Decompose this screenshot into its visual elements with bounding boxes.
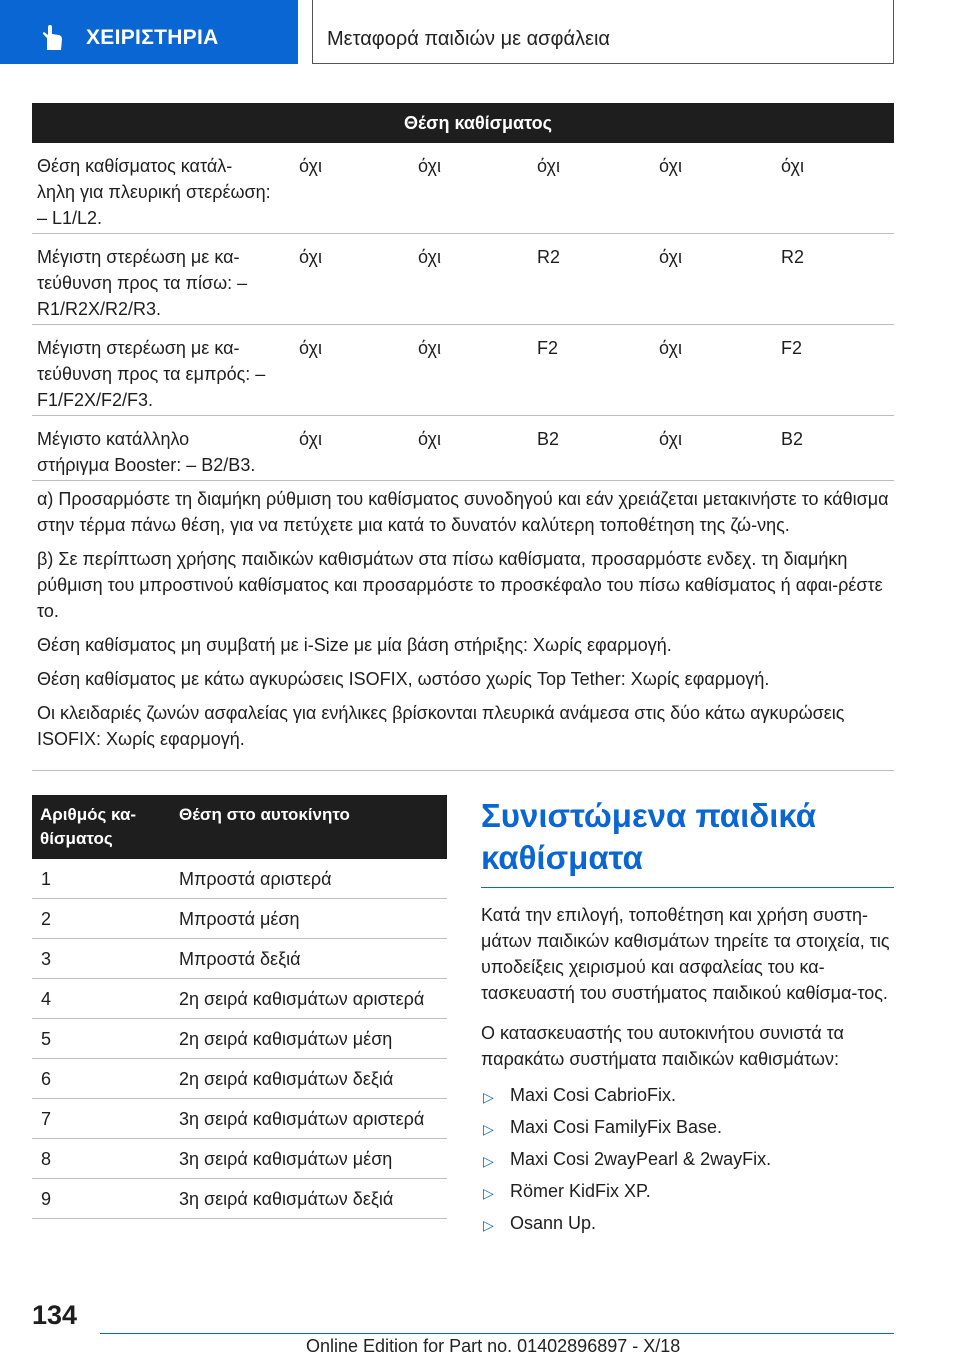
divider <box>32 770 894 771</box>
recommended-item-text: Römer KidFix XP. <box>510 1181 651 1201</box>
seat-position-row <box>32 899 447 939</box>
page-number: 134 <box>32 1300 78 1330</box>
seat-position: 2η σειρά καθισμάτων δεξιά <box>179 1069 394 1089</box>
seat-compat-note: Οι κλειδαριές ζωνών ασφαλείας για ενήλικες βρίσκονται πλευρικά ανάμεσα στις δύο κάτω αγκυρώσεις ISOFIX: Χωρίς εφαρμογή. <box>37 703 845 749</box>
seat-position: Μπροστά αριστερά <box>179 869 332 889</box>
seat-compat-cell: B2 <box>537 429 560 449</box>
seat-compat-cell: όχι <box>659 247 682 267</box>
recommended-title: Συνιστώμενα παιδικά καθίσματα <box>481 797 817 876</box>
edition-text: Online Edition for Part no. 01402896897 - X/18 <box>306 1336 681 1356</box>
seat-compat-cell: όχι <box>659 338 682 358</box>
seat-number: 2 <box>41 909 52 929</box>
seat-compat-table-header <box>32 103 894 143</box>
seat-compat-cell: F2 <box>537 338 559 358</box>
seat-position: 3η σειρά καθισμάτων αριστερά <box>179 1109 425 1129</box>
seat-position-table-body <box>32 859 447 1219</box>
seat-compat-header-label: Θέση καθίσματος <box>404 112 552 133</box>
seat-compat-row <box>32 416 894 481</box>
seat-compat-cell: όχι <box>659 156 682 176</box>
seat-compat-table <box>32 103 894 481</box>
seat-position-row <box>32 1099 447 1139</box>
seat-compat-cell: όχι <box>299 429 322 449</box>
seat-number: 4 <box>41 989 52 1009</box>
recommended-item <box>481 1210 894 1236</box>
seat-position-row <box>32 859 447 899</box>
seat-compat-note: Θέση καθίσματος με κάτω αγκυρώσεις ISOFIX, ωστόσο χωρίς Top Tether: Χωρίς εφαρμογή. <box>37 669 770 689</box>
seat-compat-cell: R2 <box>781 247 805 267</box>
triangle-right-icon: ▷ <box>483 1089 494 1105</box>
seat-position: Μπροστά μέση <box>179 909 300 929</box>
seat-compat-row-label: Θέση καθίσματος κατάλ- ληλη για πλευρική στερέωση: – L1/L2. <box>37 156 271 228</box>
seat-compat-row-label: Μέγιστο κατάλληλο στήριγμα Booster: – B2/B3. <box>37 429 256 475</box>
seat-compat-row <box>32 234 894 325</box>
recommended-item <box>481 1082 894 1108</box>
triangle-right-icon: ▷ <box>483 1153 494 1169</box>
seat-position: 3η σειρά καθισμάτων μέση <box>179 1149 393 1169</box>
seat-compat-note: β) Σε περίπτωση χρήσης παιδικών καθισμάτων στα πίσω καθίσματα, προσαρμόστε ενδεχ. τη διαμήκη ρύθμιση του μπροστινού καθίσματος και προσαρμόστε το προσκέφαλο του πίσω καθίσματος ή αφαι-ρέστε το. <box>37 549 883 621</box>
seat-number: 5 <box>41 1029 52 1049</box>
seat-compat-cell: όχι <box>781 156 804 176</box>
col-header-position: Θέση στο αυτοκίνητο <box>179 805 350 824</box>
recommended-para-2: Ο κατασκευαστής του αυτοκινήτου συνιστά τα παρακάτω συστήματα παιδικών καθισμάτων: <box>481 1023 844 1069</box>
seat-position: 3η σειρά καθισμάτων δεξιά <box>179 1189 394 1209</box>
seat-compat-row-label: Μέγιστη στερέωση με κα- τεύθυνση προς τα πίσω: – R1/R2X/R2/R3. <box>37 247 248 319</box>
seat-compat-cell: F2 <box>781 338 803 358</box>
seat-position-row <box>32 979 447 1019</box>
seat-compat-cell: όχι <box>418 338 441 358</box>
seat-compat-row <box>32 325 894 416</box>
seat-position: 2η σειρά καθισμάτων μέση <box>179 1029 393 1049</box>
seat-number: 3 <box>41 949 52 969</box>
page-header <box>0 0 960 66</box>
seat-compat-cell: όχι <box>418 156 441 176</box>
seat-position: 2η σειρά καθισμάτων αριστερά <box>179 989 425 1009</box>
seat-position-row <box>32 939 447 979</box>
manual-tab[interactable] <box>0 0 298 64</box>
recommended-item <box>481 1114 894 1140</box>
triangle-right-icon: ▷ <box>483 1185 494 1201</box>
seat-position-row <box>32 1179 447 1219</box>
seat-compat-cell: όχι <box>299 247 322 267</box>
seat-compat-row <box>32 143 894 234</box>
footer-rule <box>100 1333 894 1334</box>
triangle-right-icon: ▷ <box>483 1121 494 1137</box>
seat-number: 9 <box>41 1189 52 1209</box>
seat-number: 6 <box>41 1069 52 1089</box>
col-header-number: Αριθμός κα- θίσματος <box>40 805 137 848</box>
recommended-section <box>481 795 894 1242</box>
recommended-list <box>481 1082 894 1236</box>
seat-compat-notes <box>32 486 894 760</box>
seat-compat-table-body <box>32 143 894 481</box>
seat-compat-cell: όχι <box>299 338 322 358</box>
hand-pointer-icon <box>38 24 66 52</box>
seat-compat-note: Θέση καθίσματος μη συμβατή με i-Size με μία βάση στήριξης: Χωρίς εφαρμογή. <box>37 635 672 655</box>
seat-compat-note: α) Προσαρμόστε τη διαμήκη ρύθμιση του καθίσματος συνοδηγού και εάν χρειάζεται μετακινήστε το κάθισμα στην τέρμα πάνω θέση, για να πετύχετε μια κατά το δυνατόν καλύτερη τοποθέτηση της ζώ-νης. <box>37 489 889 535</box>
seat-number: 1 <box>41 869 52 889</box>
seat-compat-cell: όχι <box>418 429 441 449</box>
seat-compat-cell: όχι <box>659 429 682 449</box>
section-title-box <box>312 0 894 64</box>
seat-compat-cell: όχι <box>537 156 560 176</box>
seat-compat-cell: B2 <box>781 429 804 449</box>
seat-compat-cell: όχι <box>299 156 322 176</box>
recommended-para-1: Κατά την επιλογή, τοποθέτηση και χρήση συστη-μάτων παιδικών καθισμάτων τηρείτε τα στοιχεία, τις υποδείξεις χειρισμού και ασφαλείας του κα-τασκευαστή του συστήματος παιδικού καθίσμα-τος. <box>481 905 890 1003</box>
triangle-right-icon: ▷ <box>483 1217 494 1233</box>
seat-position: Μπροστά δεξιά <box>179 949 301 969</box>
title-rule <box>481 887 894 888</box>
seat-position-table-header <box>32 795 447 859</box>
recommended-item <box>481 1146 894 1172</box>
recommended-item-text: Osann Up. <box>510 1213 597 1233</box>
seat-position-row <box>32 1019 447 1059</box>
seat-position-row <box>32 1139 447 1179</box>
seat-compat-cell: R2 <box>537 247 561 267</box>
recommended-item-text: Maxi Cosi 2wayPearl & 2wayFix. <box>510 1149 772 1169</box>
seat-compat-row-label: Μέγιστη στερέωση με κα- τεύθυνση προς τα εμπρός: – F1/F2X/F2/F3. <box>37 338 266 410</box>
seat-position-table <box>32 795 447 1219</box>
recommended-item-text: Maxi Cosi FamilyFix Base. <box>510 1117 723 1137</box>
seat-position-row <box>32 1059 447 1099</box>
manual-tab-label: ΧΕΙΡΙΣΤΗΡΙΑ <box>86 26 219 49</box>
section-title: Μεταφορά παιδιών με ασφάλεια <box>327 28 610 50</box>
recommended-item-text: Maxi Cosi CabrioFix. <box>510 1085 677 1105</box>
recommended-item <box>481 1178 894 1204</box>
seat-number: 8 <box>41 1149 52 1169</box>
seat-number: 7 <box>41 1109 52 1129</box>
seat-compat-cell: όχι <box>418 247 441 267</box>
